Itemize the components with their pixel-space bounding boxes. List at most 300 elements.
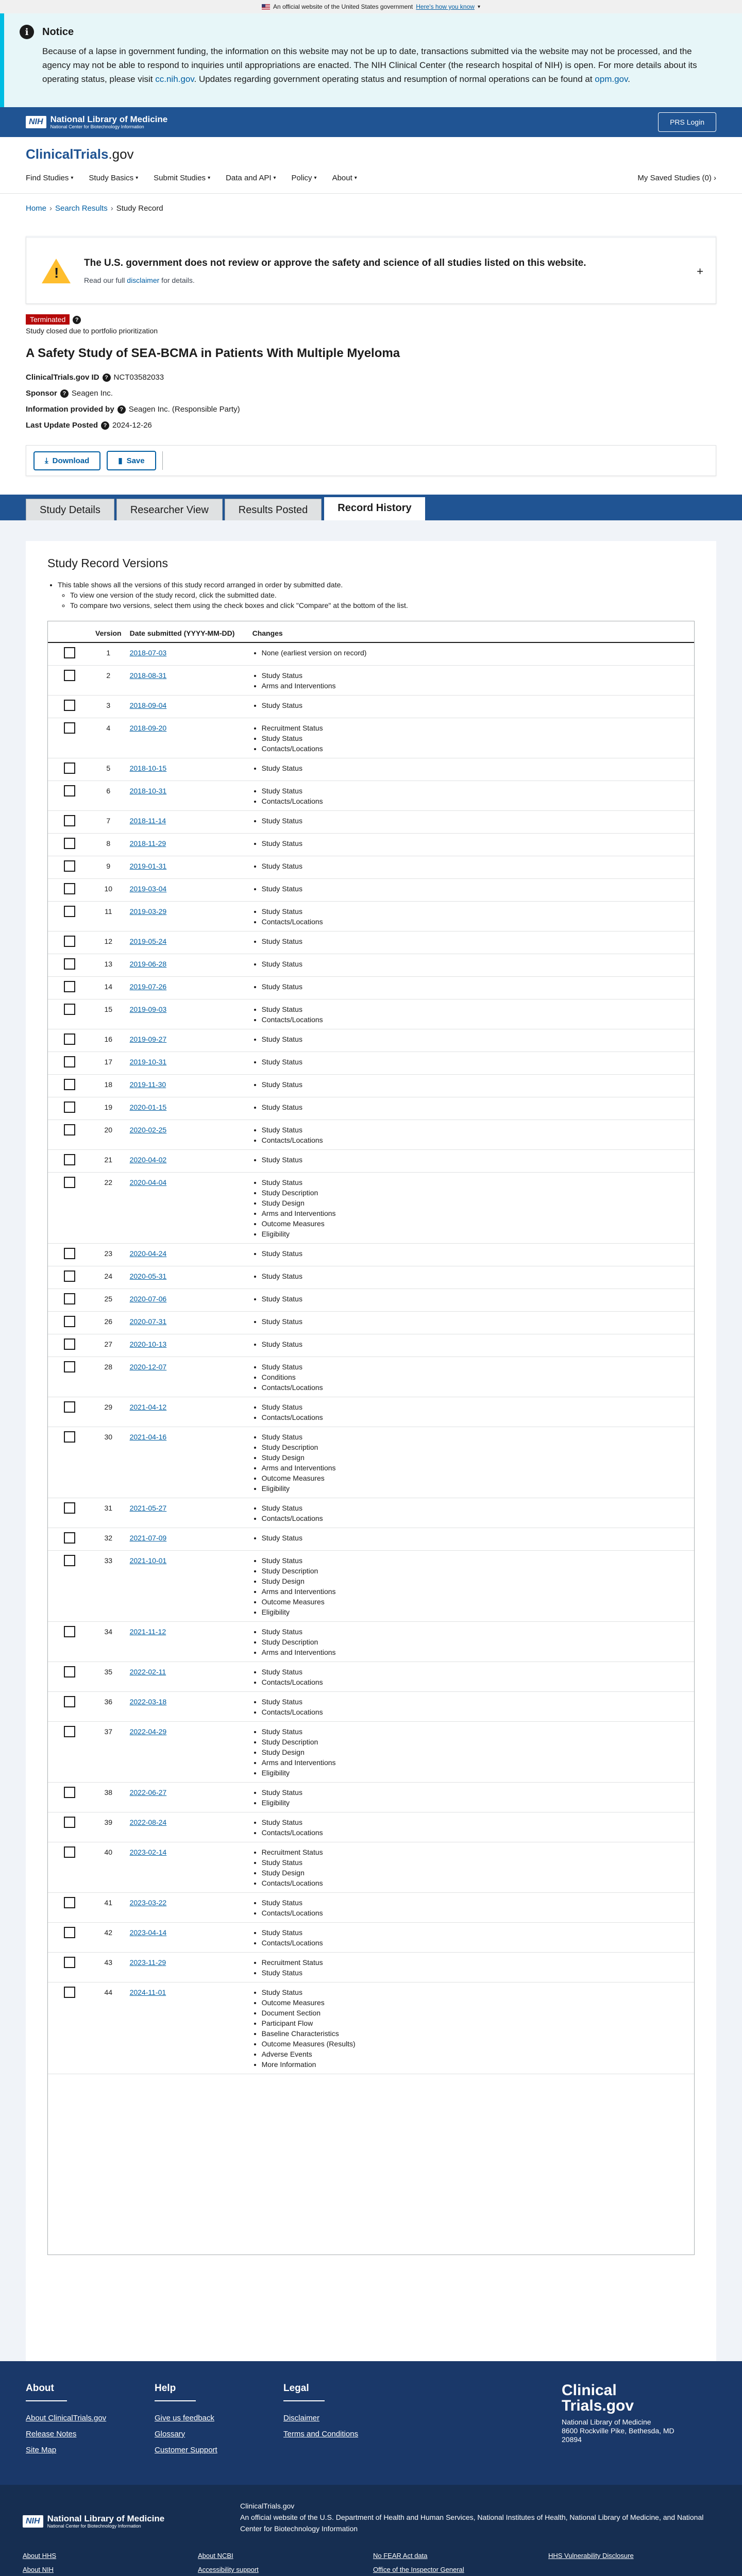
version-date-link[interactable]: 2022-08-24 [129, 1818, 167, 1826]
compare-checkbox[interactable] [64, 1532, 75, 1544]
my-saved-studies[interactable]: My Saved Studies (0) › [637, 174, 716, 182]
help-icon[interactable]: ? [103, 374, 111, 382]
footer-link[interactable]: HHS Vulnerability Disclosure [548, 2552, 634, 2560]
change-item: • Study Status [262, 763, 690, 773]
version-number: 26 [91, 1312, 126, 1334]
nav-policy[interactable]: Policy ▾ [291, 174, 317, 182]
version-number: 16 [91, 1029, 126, 1052]
version-date-link[interactable]: 2018-08-31 [129, 671, 167, 680]
changes-cell [248, 1052, 694, 1075]
table-row [48, 1953, 694, 1982]
compare-checkbox[interactable] [64, 1079, 75, 1090]
compare-checkbox[interactable] [64, 1555, 75, 1566]
table-row [48, 879, 694, 902]
compare-checkbox[interactable] [64, 936, 75, 947]
footer-legal: Legal Disclaimer Terms and Conditions [283, 2383, 412, 2485]
compare-checkbox[interactable] [64, 1846, 75, 1858]
compare-checkbox[interactable] [64, 762, 75, 774]
chevron-right-icon: › [714, 174, 716, 182]
change-item: • Outcome Measures [262, 1473, 690, 1483]
compare-checkbox[interactable] [64, 958, 75, 970]
compare-checkbox[interactable] [64, 1101, 75, 1113]
chevron-down-icon: ▾ [273, 175, 276, 181]
change-item: • Study Status [262, 1968, 690, 1978]
breadcrumb-search-results[interactable]: Search Results [55, 204, 108, 213]
site-footer [0, 2361, 742, 2576]
change-item: • Study Status [262, 1503, 690, 1513]
version-date-link[interactable]: 2022-03-18 [129, 1698, 167, 1706]
compare-checkbox[interactable] [64, 1666, 75, 1677]
version-date-link[interactable]: 2022-06-27 [129, 1788, 167, 1797]
date-cell [126, 1722, 248, 1783]
row-select-cell [48, 931, 91, 954]
compare-checkbox[interactable] [64, 785, 75, 796]
change-item: • Contacts/Locations [262, 1513, 690, 1523]
row-select-cell [48, 1173, 91, 1244]
change-item: • Contacts/Locations [262, 1382, 690, 1393]
save-button[interactable]: ▮ Save [107, 451, 156, 470]
tab-results-posted[interactable]: Results Posted [225, 499, 322, 520]
table-row [48, 781, 694, 811]
compare-checkbox[interactable] [64, 981, 75, 992]
compare-checkbox[interactable] [64, 1004, 75, 1015]
nih-link[interactable]: National Institutes of Health [477, 2513, 566, 2521]
footer-ct-logo[interactable]: Clinical Trials.gov [562, 2382, 634, 2414]
download-button[interactable]: ⤓ Download [33, 451, 100, 470]
row-select-cell [48, 696, 91, 718]
table-row [48, 1289, 694, 1312]
version-date-link[interactable]: 2023-04-14 [129, 1928, 167, 1937]
table-row [48, 1842, 694, 1893]
version-date-link[interactable]: 2019-05-24 [129, 937, 167, 945]
table-row [48, 666, 694, 696]
version-number: 23 [91, 1244, 126, 1266]
row-select-cell [48, 1120, 91, 1150]
date-cell [126, 1893, 248, 1923]
info-provided-row: Information provided by ? Seagen Inc. (Responsible Party) [26, 405, 240, 414]
change-item: • Adverse Events [262, 2049, 690, 2059]
version-date-link[interactable]: 2022-04-29 [129, 1727, 167, 1736]
change-item: • Arms and Interventions [262, 681, 690, 691]
version-date-link[interactable]: 2018-09-04 [129, 701, 167, 709]
version-date-link[interactable]: 2019-10-31 [129, 1058, 167, 1066]
changes-cell [248, 1397, 694, 1427]
version-date-link[interactable]: 2018-11-14 [129, 817, 166, 825]
warning-icon: ! [42, 259, 71, 283]
change-item: • Study Description [262, 1737, 690, 1747]
prs-login-button[interactable]: PRS Login [658, 112, 716, 132]
footer-link-disclaimer[interactable]: Disclaimer [283, 2414, 320, 2422]
tab-study-details[interactable]: Study Details [26, 499, 114, 520]
help-icon[interactable]: ? [60, 389, 69, 398]
table-row [48, 977, 694, 999]
versions-table-container [47, 621, 695, 2255]
version-number: 20 [91, 1120, 126, 1150]
version-date-link[interactable]: 2019-01-31 [129, 862, 167, 870]
action-bar [26, 445, 716, 476]
version-date-link[interactable]: 2021-04-16 [129, 1433, 167, 1441]
version-number: 28 [91, 1357, 126, 1397]
change-item: • Study Status [262, 1726, 690, 1737]
nlm-logo[interactable] [26, 115, 167, 129]
version-number: 35 [91, 1662, 126, 1692]
row-select-cell [48, 999, 91, 1029]
row-select-cell [48, 1427, 91, 1498]
table-row [48, 1427, 694, 1498]
version-date-link[interactable]: 2019-03-04 [129, 885, 167, 893]
change-item: • Study Status [262, 670, 690, 681]
change-item: • Study Design [262, 1747, 690, 1757]
compare-checkbox[interactable] [64, 860, 75, 872]
notice-title: Notice [42, 26, 74, 38]
chevron-down-icon: ▾ [314, 175, 317, 181]
change-item: • Study Status [262, 1004, 690, 1014]
row-select-cell [48, 811, 91, 834]
compare-checkbox[interactable] [64, 1338, 75, 1350]
compare-checkbox[interactable] [64, 1502, 75, 1514]
compare-checkbox[interactable] [64, 1817, 75, 1828]
main-nav [26, 174, 716, 182]
compare-checkbox[interactable] [64, 1316, 75, 1327]
table-row [48, 1266, 694, 1289]
row-select-cell [48, 1842, 91, 1893]
change-item: • Contacts/Locations [262, 1135, 690, 1145]
footer-link-glossary[interactable]: Glossary [155, 2430, 185, 2438]
date-cell [126, 931, 248, 954]
date-cell [126, 1075, 248, 1097]
version-date-link[interactable]: 2020-10-13 [129, 1340, 167, 1348]
version-date-link[interactable]: 2020-04-02 [129, 1156, 167, 1164]
nih-logo-badge: NIH [26, 116, 46, 128]
opm-link[interactable]: opm.gov [595, 74, 628, 84]
change-item: • Study Status [262, 1667, 690, 1677]
footer-brand: Clinical Trials.gov National Library of Medicine 8600 Rockville Pike, Bethesda, MD 20894 [562, 2383, 716, 2485]
date-cell [126, 977, 248, 999]
nlm-link[interactable]: National Library of Medicine [569, 2513, 659, 2521]
version-number: 7 [91, 811, 126, 834]
cc-nih-link[interactable]: cc.nih.gov [155, 74, 194, 84]
compare-checkbox[interactable] [64, 647, 75, 658]
compare-checkbox[interactable] [64, 1696, 75, 1707]
compare-checkbox[interactable] [64, 1927, 75, 1938]
version-date-link[interactable]: 2021-11-12 [129, 1628, 166, 1636]
nav-data-api[interactable]: Data and API ▾ [226, 174, 276, 182]
table-row [48, 1528, 694, 1551]
footer-link[interactable]: Accessibility support [198, 2566, 259, 2573]
help-icon[interactable]: ? [73, 316, 81, 324]
change-item: • Study Status [262, 1555, 690, 1566]
row-select-cell [48, 1528, 91, 1551]
version-date-link[interactable]: 2020-04-24 [129, 1249, 167, 1258]
compare-checkbox[interactable] [64, 1401, 75, 1413]
footer-link[interactable]: Office of the Inspector General [373, 2566, 464, 2573]
version-number: 44 [91, 1982, 126, 2074]
version-date-link[interactable]: 2020-01-15 [129, 1103, 167, 1111]
compare-checkbox[interactable] [64, 1177, 75, 1188]
change-item: • Eligibility [262, 1229, 690, 1239]
changes-cell [248, 931, 694, 954]
table-row [48, 1029, 694, 1052]
table-row [48, 718, 694, 758]
change-item: • Contacts/Locations [262, 1938, 690, 1948]
version-date-link[interactable]: 2021-04-12 [129, 1403, 167, 1411]
footer-link-release-notes[interactable]: Release Notes [26, 2430, 77, 2438]
version-date-link[interactable]: 2021-10-01 [129, 1556, 167, 1565]
date-cell [126, 811, 248, 834]
date-cell [126, 902, 248, 931]
footer-link-feedback[interactable]: Give us feedback [155, 2414, 214, 2422]
version-date-link[interactable]: 2019-11-30 [129, 1080, 166, 1089]
row-select-cell [48, 834, 91, 856]
compare-checkbox[interactable] [64, 1056, 75, 1067]
changes-cell [248, 1528, 694, 1551]
change-item: • Study Description [262, 1637, 690, 1647]
table-row [48, 1722, 694, 1783]
changes-cell [248, 954, 694, 977]
breadcrumb-home[interactable]: Home [26, 204, 47, 213]
changes-cell [248, 1312, 694, 1334]
version-date-link[interactable]: 2021-05-27 [129, 1504, 167, 1512]
compare-checkbox[interactable] [64, 1987, 75, 1998]
footer-link-site-map[interactable]: Site Map [26, 2446, 57, 2454]
compare-checkbox[interactable] [64, 1124, 75, 1136]
date-cell [126, 1662, 248, 1692]
version-date-link[interactable]: 2018-09-20 [129, 724, 167, 732]
hhs-link[interactable]: U.S. Department of Health and Human Services [319, 2513, 474, 2521]
change-item: • None (earliest version on record) [262, 648, 690, 658]
version-date-link[interactable]: 2020-05-31 [129, 1272, 167, 1280]
disclaimer-title: The U.S. government does not review or approve the safety and science of all studies listed on this website. [84, 257, 586, 268]
change-item: • Study Design [262, 1452, 690, 1463]
date-cell [126, 1312, 248, 1334]
compare-checkbox[interactable] [64, 1270, 75, 1282]
compare-checkbox[interactable] [64, 1897, 75, 1908]
table-row [48, 1551, 694, 1622]
row-select-cell [48, 1334, 91, 1357]
change-item: • Study Status [262, 1533, 690, 1543]
footer-link-support[interactable]: Customer Support [155, 2446, 217, 2454]
record-versions-card [26, 541, 716, 2576]
heres-how-link[interactable]: Here's how you know [416, 3, 475, 10]
change-item: • Study Status [262, 1125, 690, 1135]
version-date-link[interactable]: 2019-07-26 [129, 982, 167, 991]
version-number: 43 [91, 1953, 126, 1982]
version-date-link[interactable]: 2020-07-06 [129, 1295, 167, 1303]
funding-notice [0, 13, 742, 107]
footer-link[interactable]: No FEAR Act data [373, 2552, 428, 2560]
version-date-link[interactable]: 2020-02-25 [129, 1126, 167, 1134]
version-date-link[interactable]: 2018-10-15 [129, 764, 167, 772]
change-item: • Study Status [262, 861, 690, 871]
version-number: 15 [91, 999, 126, 1029]
change-item: • Eligibility [262, 1768, 690, 1778]
date-cell [126, 999, 248, 1029]
compare-checkbox[interactable] [64, 722, 75, 734]
compare-checkbox[interactable] [64, 1957, 75, 1968]
change-item: • Study Status [262, 1626, 690, 1637]
version-date-link[interactable]: 2020-12-07 [129, 1363, 167, 1371]
row-select-cell [48, 977, 91, 999]
change-item: • Conditions [262, 1372, 690, 1382]
nlm-header [0, 107, 742, 137]
changes-cell [248, 879, 694, 902]
table-row [48, 1173, 694, 1244]
date-cell [126, 1397, 248, 1427]
compare-checkbox[interactable] [64, 1626, 75, 1637]
date-cell [126, 1953, 248, 1982]
version-date-link[interactable]: 2021-07-09 [129, 1534, 167, 1542]
changes-cell [248, 1244, 694, 1266]
compare-checkbox[interactable] [64, 700, 75, 711]
sponsor-row: Sponsor ? Seagen Inc. [26, 389, 113, 398]
version-number: 27 [91, 1334, 126, 1357]
footer-link[interactable]: About NIH [23, 2566, 54, 2573]
help-icon[interactable]: ? [117, 405, 126, 414]
row-select-cell [48, 1052, 91, 1075]
date-cell [126, 1052, 248, 1075]
version-date-link[interactable]: 2018-10-31 [129, 787, 167, 795]
row-select-cell [48, 1692, 91, 1722]
compare-checkbox[interactable] [64, 670, 75, 681]
main-area [0, 520, 742, 2576]
changes-cell [248, 1150, 694, 1173]
chevron-down-icon: ▾ [71, 175, 74, 181]
footer-nlm-logo[interactable]: NIH National Library of Medicine National Center for Biotechnology Information [23, 2500, 211, 2543]
date-cell [126, 1622, 248, 1662]
change-item: • Outcome Measures [262, 1218, 690, 1229]
changes-cell [248, 999, 694, 1029]
nav-study-basics[interactable]: Study Basics ▾ [89, 174, 139, 182]
version-date-link[interactable]: 2018-11-29 [129, 839, 166, 848]
nav-find-studies[interactable]: Find Studies ▾ [26, 174, 74, 182]
change-item: • Study Status [262, 981, 690, 992]
version-date-link[interactable]: 2019-03-29 [129, 907, 167, 916]
nav-submit-studies[interactable]: Submit Studies ▾ [154, 174, 211, 182]
help-icon[interactable]: ? [101, 421, 109, 430]
clinicaltrials-logo[interactable]: ClinicalTrials.gov [26, 146, 134, 162]
version-date-link[interactable]: 2018-07-03 [129, 649, 167, 657]
footer-link[interactable]: About NCBI [198, 2552, 233, 2560]
compare-checkbox[interactable] [64, 1248, 75, 1259]
version-date-link[interactable]: 2019-09-27 [129, 1035, 167, 1043]
change-item: • Study Status [262, 1079, 690, 1090]
version-number: 11 [91, 902, 126, 931]
version-date-link[interactable]: 2019-09-03 [129, 1005, 167, 1013]
version-number: 24 [91, 1266, 126, 1289]
change-item: • Arms and Interventions [262, 1586, 690, 1597]
row-select-cell [48, 1982, 91, 2074]
disclaimer-banner [26, 236, 716, 304]
compare-checkbox[interactable] [64, 1431, 75, 1443]
footer-link[interactable]: About HHS [23, 2552, 57, 2560]
expand-plus-icon[interactable]: + [697, 265, 703, 278]
compare-checkbox[interactable] [64, 1361, 75, 1372]
version-number: 8 [91, 834, 126, 856]
row-select-cell [48, 1622, 91, 1662]
table-row [48, 758, 694, 781]
chevron-down-icon[interactable]: ▾ [477, 4, 480, 10]
compare-checkbox[interactable] [64, 1033, 75, 1045]
version-date-link[interactable]: 2019-06-28 [129, 960, 167, 968]
version-number: 9 [91, 856, 126, 879]
version-number: 22 [91, 1173, 126, 1244]
row-select-cell [48, 1097, 91, 1120]
changes-cell [248, 1334, 694, 1357]
change-item: • Study Status [262, 1034, 690, 1044]
table-row [48, 1397, 694, 1427]
change-item: • Study Status [262, 1817, 690, 1827]
table-row [48, 1923, 694, 1953]
compare-checkbox[interactable] [64, 906, 75, 917]
changes-cell [248, 1427, 694, 1498]
date-cell [126, 666, 248, 696]
version-date-link[interactable]: 2022-02-11 [129, 1668, 166, 1676]
change-item: • Study Status [262, 700, 690, 710]
compare-checkbox[interactable] [64, 883, 75, 894]
footer-link-about-ct[interactable]: About ClinicalTrials.gov [26, 2414, 107, 2422]
row-select-cell [48, 1498, 91, 1528]
change-item: • Study Status [262, 1155, 690, 1165]
version-date-link[interactable]: 2023-11-29 [129, 1958, 166, 1967]
version-number: 41 [91, 1893, 126, 1923]
compare-checkbox[interactable] [64, 1293, 75, 1304]
date-cell [126, 1498, 248, 1528]
date-cell [126, 1334, 248, 1357]
version-number: 14 [91, 977, 126, 999]
changes-cell [248, 642, 694, 666]
ncbi-link[interactable]: National Center for Biotechnology Information [240, 2513, 704, 2533]
change-item: • Study Status [262, 1897, 690, 1908]
compare-checkbox[interactable] [64, 1154, 75, 1165]
compare-checkbox[interactable] [64, 1726, 75, 1737]
row-select-cell [48, 856, 91, 879]
version-number: 36 [91, 1692, 126, 1722]
compare-checkbox[interactable] [64, 838, 75, 849]
footer-link-terms[interactable]: Terms and Conditions [283, 2430, 359, 2438]
tab-researcher-view[interactable]: Researcher View [116, 499, 223, 520]
version-number: 6 [91, 781, 126, 811]
tab-record-history[interactable]: Record History [324, 497, 425, 520]
changes-cell [248, 758, 694, 781]
change-item: • Eligibility [262, 1607, 690, 1617]
change-item: • Study Status [262, 936, 690, 946]
change-item: • Study Status [262, 959, 690, 969]
nav-about[interactable]: About ▾ [332, 174, 357, 182]
date-cell [126, 1266, 248, 1289]
table-row [48, 931, 694, 954]
change-item: • Study Status [262, 1271, 690, 1281]
change-item: • Contacts/Locations [262, 1677, 690, 1687]
changes-cell [248, 1812, 694, 1842]
changes-cell [248, 1498, 694, 1528]
changes-cell [248, 1783, 694, 1812]
status-note: Study closed due to portfolio prioritization [26, 327, 158, 335]
change-item: • Study Description [262, 1566, 690, 1576]
date-cell [126, 1357, 248, 1397]
compare-checkbox[interactable] [64, 1787, 75, 1798]
version-date-link[interactable]: 2020-07-31 [129, 1317, 167, 1326]
version-date-link[interactable]: 2024-11-01 [129, 1988, 166, 1996]
version-date-link[interactable]: 2023-03-22 [129, 1899, 167, 1907]
version-date-link[interactable]: 2020-04-04 [129, 1178, 167, 1187]
version-number: 39 [91, 1812, 126, 1842]
disclaimer-link[interactable]: disclaimer [127, 276, 160, 284]
date-cell [126, 1923, 248, 1953]
changes-cell [248, 1029, 694, 1052]
compare-checkbox[interactable] [64, 815, 75, 826]
version-date-link[interactable]: 2023-02-14 [129, 1848, 167, 1856]
change-item: • Outcome Measures [262, 1997, 690, 2008]
